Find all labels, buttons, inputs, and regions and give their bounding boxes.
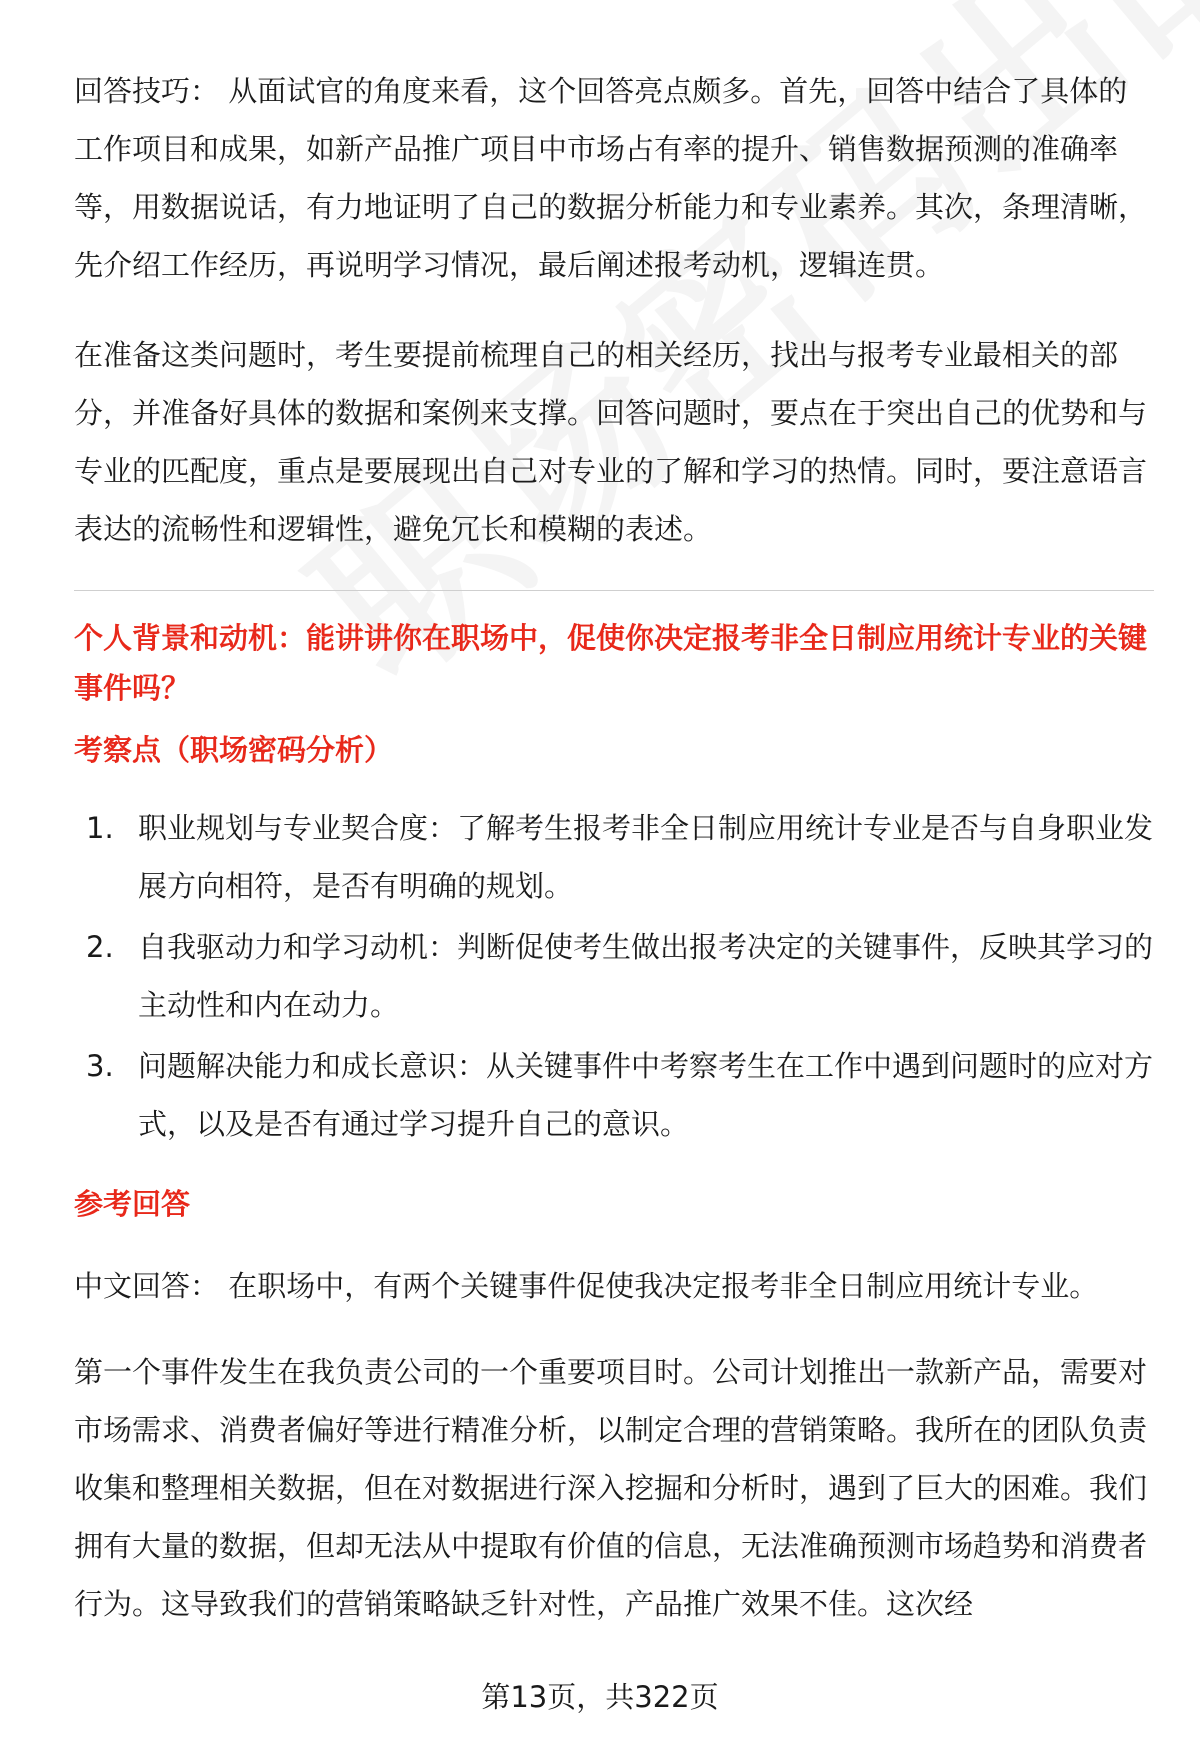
page-number-footer: 第13页，共322页 [481, 1680, 719, 1714]
list-item-number: 2. [86, 930, 114, 964]
answer-body-paragraph: 第一个事件发生在我负责公司的一个重要项目时。公司计划推出一款新产品，需要对市场需求、消费者偏好等进行精准分析，以制定合理的营销策略。我所在的团队负责收集和整理相关数据，但在对数据进行深入挖掘和分析时，遇到了巨大的困难。我们拥有大量的数据，但却无法从中提取有价值的信息，无法准确预测市场趋势和消费者行为。这导致我们的营销策略缺乏针对性，产品推广效果不佳。这次经 [74, 1355, 1148, 1621]
reference-answer-heading: 参考回答 [74, 1187, 191, 1221]
list-item [74, 918, 1154, 1034]
assessment-points-list [74, 799, 1154, 1153]
list-item-number: 1. [86, 811, 114, 845]
list-item-text: 自我驱动力和学习动机：判断促使考生做出报考决定的关键事件，反映其学习的主动性和内在动力。 [138, 930, 1154, 1022]
assessment-points-heading: 考察点（职场密码分析） [74, 733, 394, 767]
section-divider [74, 590, 1154, 591]
list-item [74, 1037, 1154, 1153]
document-body [74, 62, 1154, 1633]
list-item-text: 问题解决能力和成长意识：从关键事件中考察考生在工作中遇到问题时的应对方式，以及是否有通过学习提升自己的意识。 [138, 1049, 1154, 1141]
answer-tips-paragraph: 回答技巧： 从面试官的角度来看，这个回答亮点颇多。首先，回答中结合了具体的工作项目和成果，如新产品推广项目中市场占有率的提升、销售数据预测的准确率等，用数据说话，有力地证明了自己的数据分析能力和专业素养。其次，条理清晰，先介绍工作经历，再说明学习情况，最后阐述报考动机，逻辑连贯。 [74, 74, 1148, 282]
preparation-advice-paragraph: 在准备这类问题时，考生要提前梳理自己的相关经历，找出与报考专业最相关的部分，并准备好具体的数据和案例来支撑。回答问题时，要点在于突出自己的优势和与专业的匹配度，重点是要展现出自己对专业的了解和学习的热情。同时，要注意语言表达的流畅性和逻辑性，避免冗长和模糊的表述。 [74, 338, 1148, 546]
answer-intro-paragraph: 中文回答： 在职场中，有两个关键事件促使我决定报考非全日制应用统计专业。 [74, 1269, 1099, 1303]
list-item [74, 799, 1154, 915]
list-item-number: 3. [86, 1049, 114, 1083]
question-heading: 个人背景和动机：能讲讲你在职场中，促使你决定报考非全日制应用统计专业的关键事件吗？ [74, 621, 1148, 705]
list-item-text: 职业规划与专业契合度：了解考生报考非全日制应用统计专业是否与自身职业发展方向相符，是否有明确的规划。 [138, 811, 1154, 903]
